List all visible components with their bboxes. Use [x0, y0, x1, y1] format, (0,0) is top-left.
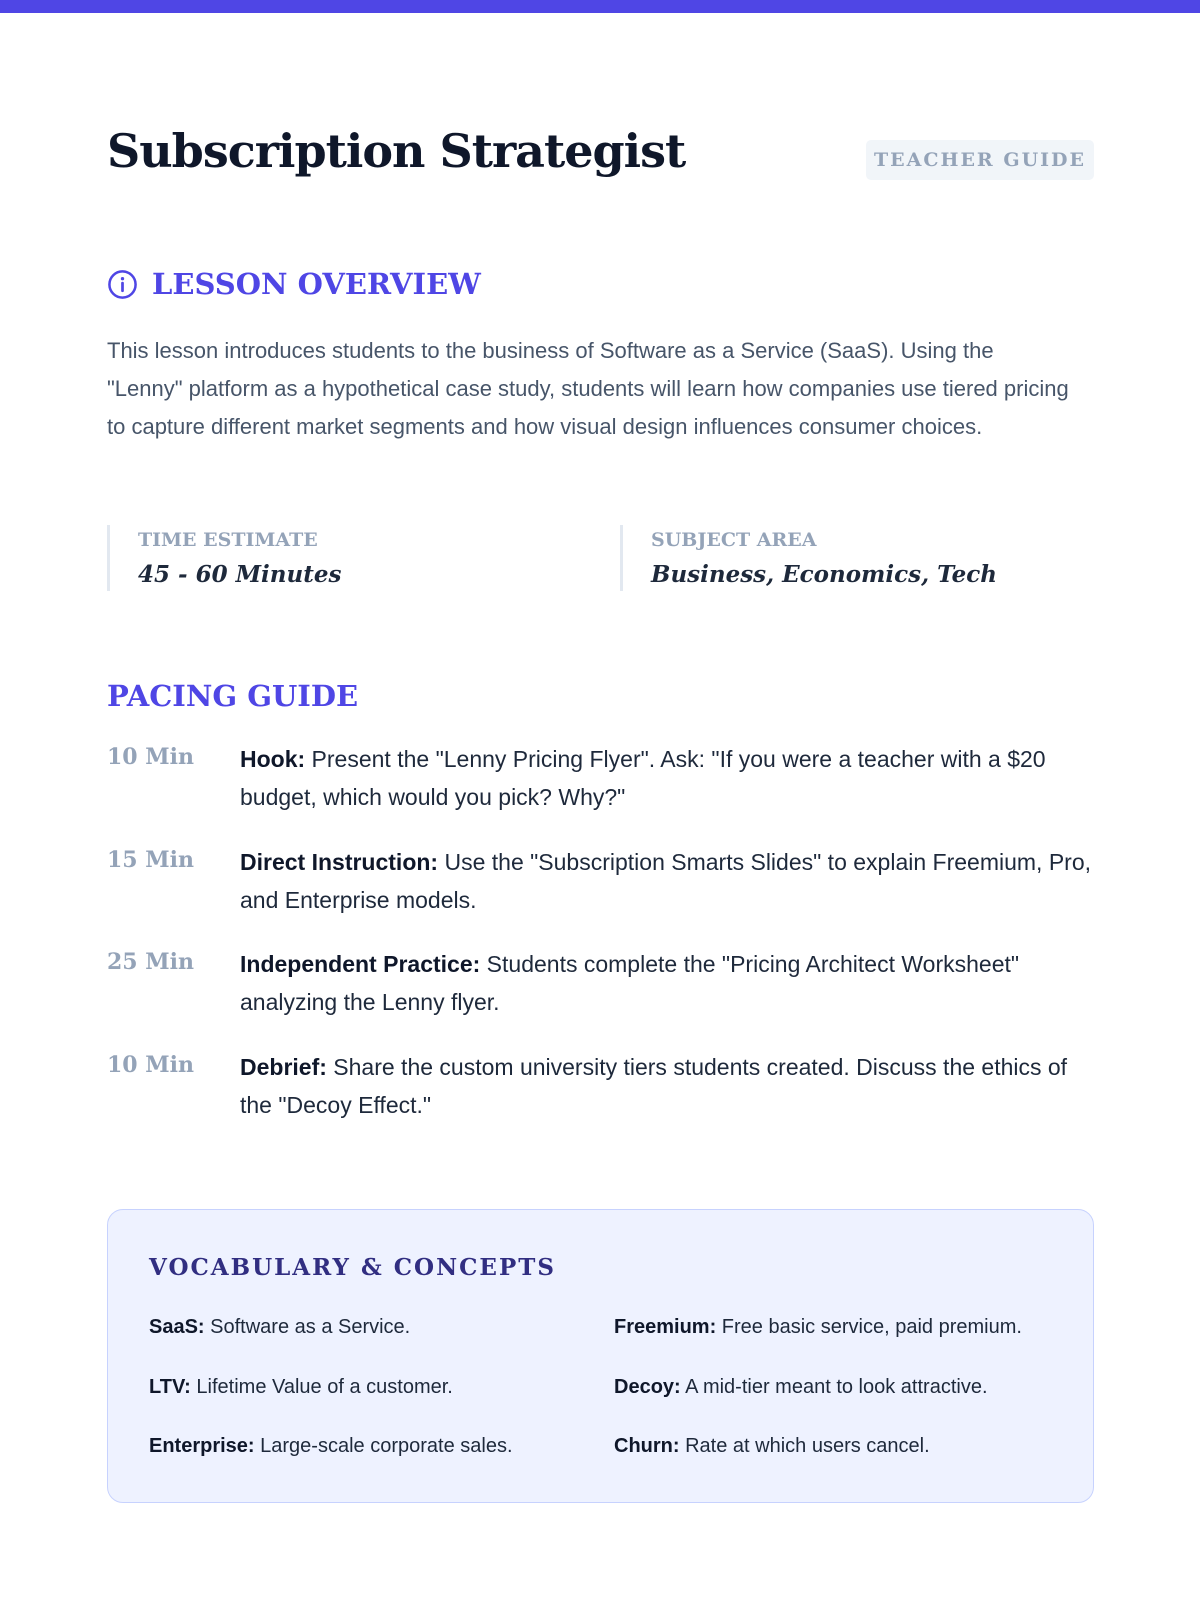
- pacing-item-text: Use the "Subscription Smarts Slides" to explain Freemium, Pro, and Enterprise models.: [240, 849, 1091, 913]
- lesson-overview-label: LESSON OVERVIEW: [152, 267, 481, 301]
- pacing-item-description: [240, 945, 1095, 1021]
- info-icon: [107, 269, 138, 300]
- page-header: [107, 118, 1094, 188]
- subject-area-label: SUBJECT AREA: [651, 529, 817, 551]
- pacing-guide-heading: PACING GUIDE: [107, 679, 359, 713]
- lesson-overview-text: This lesson introduces students to the business of Software as a Service (SaaS). Using the "Lenny" platform as a hypothetical case study, students will learn how companies use tiered pricing to capture different market segments and how visual design influences consumer choices.: [107, 338, 1069, 439]
- pacing-item-term: Direct Instruction:: [240, 849, 439, 875]
- pacing-item-time: 10 Min: [107, 1052, 194, 1078]
- pacing-item-text: Students complete the "Pricing Architect Worksheet" analyzing the Lenny flyer.: [240, 951, 1020, 1015]
- vocab-term: SaaS:: [149, 1316, 205, 1338]
- pacing-item-description: [240, 843, 1095, 919]
- subject-area: [620, 525, 1090, 591]
- lesson-overview-heading: [107, 264, 481, 304]
- vocab-term: LTV:: [149, 1376, 191, 1398]
- vocab-item-churn: [614, 1435, 930, 1458]
- pacing-item-description: [240, 1048, 1095, 1124]
- pacing-item-term: Independent Practice:: [240, 951, 481, 977]
- vocab-term: Enterprise:: [149, 1435, 255, 1457]
- vocabulary-heading: VOCABULARY & CONCEPTS: [149, 1254, 556, 1281]
- vocab-definition: A mid-tier meant to look attractive.: [680, 1376, 988, 1398]
- vocab-item-decoy: [614, 1376, 988, 1399]
- vocab-item-enterprise: [149, 1435, 513, 1458]
- page-title: Subscription Strategist: [107, 124, 686, 178]
- vocab-term: Churn:: [614, 1435, 680, 1457]
- subject-area-value: Business, Economics, Tech: [651, 561, 997, 588]
- vocab-definition: Rate at which users cancel.: [679, 1435, 930, 1457]
- vocab-definition: Software as a Service.: [204, 1316, 411, 1338]
- time-estimate: [107, 525, 607, 591]
- pacing-item-term: Debrief:: [240, 1054, 327, 1080]
- time-estimate-value: 45 - 60 Minutes: [138, 561, 342, 588]
- pacing-item-time: 25 Min: [107, 949, 194, 975]
- vocab-term: Decoy:: [614, 1376, 681, 1398]
- pacing-item-time: 15 Min: [107, 847, 194, 873]
- vocab-definition: Free basic service, paid premium.: [716, 1316, 1022, 1338]
- pacing-item-term: Hook:: [240, 746, 306, 772]
- pacing-item-text: Present the "Lenny Pricing Flyer". Ask: "If you were a teacher with a $20 budget, which would you pick? Why?": [240, 746, 1046, 810]
- teacher-guide-badge: TEACHER GUIDE: [866, 140, 1094, 180]
- pacing-item-description: [240, 740, 1095, 816]
- time-estimate-label: TIME ESTIMATE: [138, 529, 318, 551]
- vocab-term: Freemium:: [614, 1316, 717, 1338]
- vocab-item-saas: [149, 1316, 410, 1339]
- pacing-item-time: 10 Min: [107, 744, 194, 770]
- vocab-definition: Large-scale corporate sales.: [254, 1435, 513, 1457]
- top-accent-bar: [0, 0, 1200, 13]
- vocab-definition: Lifetime Value of a customer.: [190, 1376, 453, 1398]
- vocabulary-box: [107, 1209, 1094, 1503]
- vocab-item-freemium: [614, 1316, 1022, 1339]
- vocab-item-ltv: [149, 1376, 453, 1399]
- pacing-item-text: Share the custom university tiers students created. Discuss the ethics of the "Decoy Effect.": [240, 1054, 1068, 1118]
